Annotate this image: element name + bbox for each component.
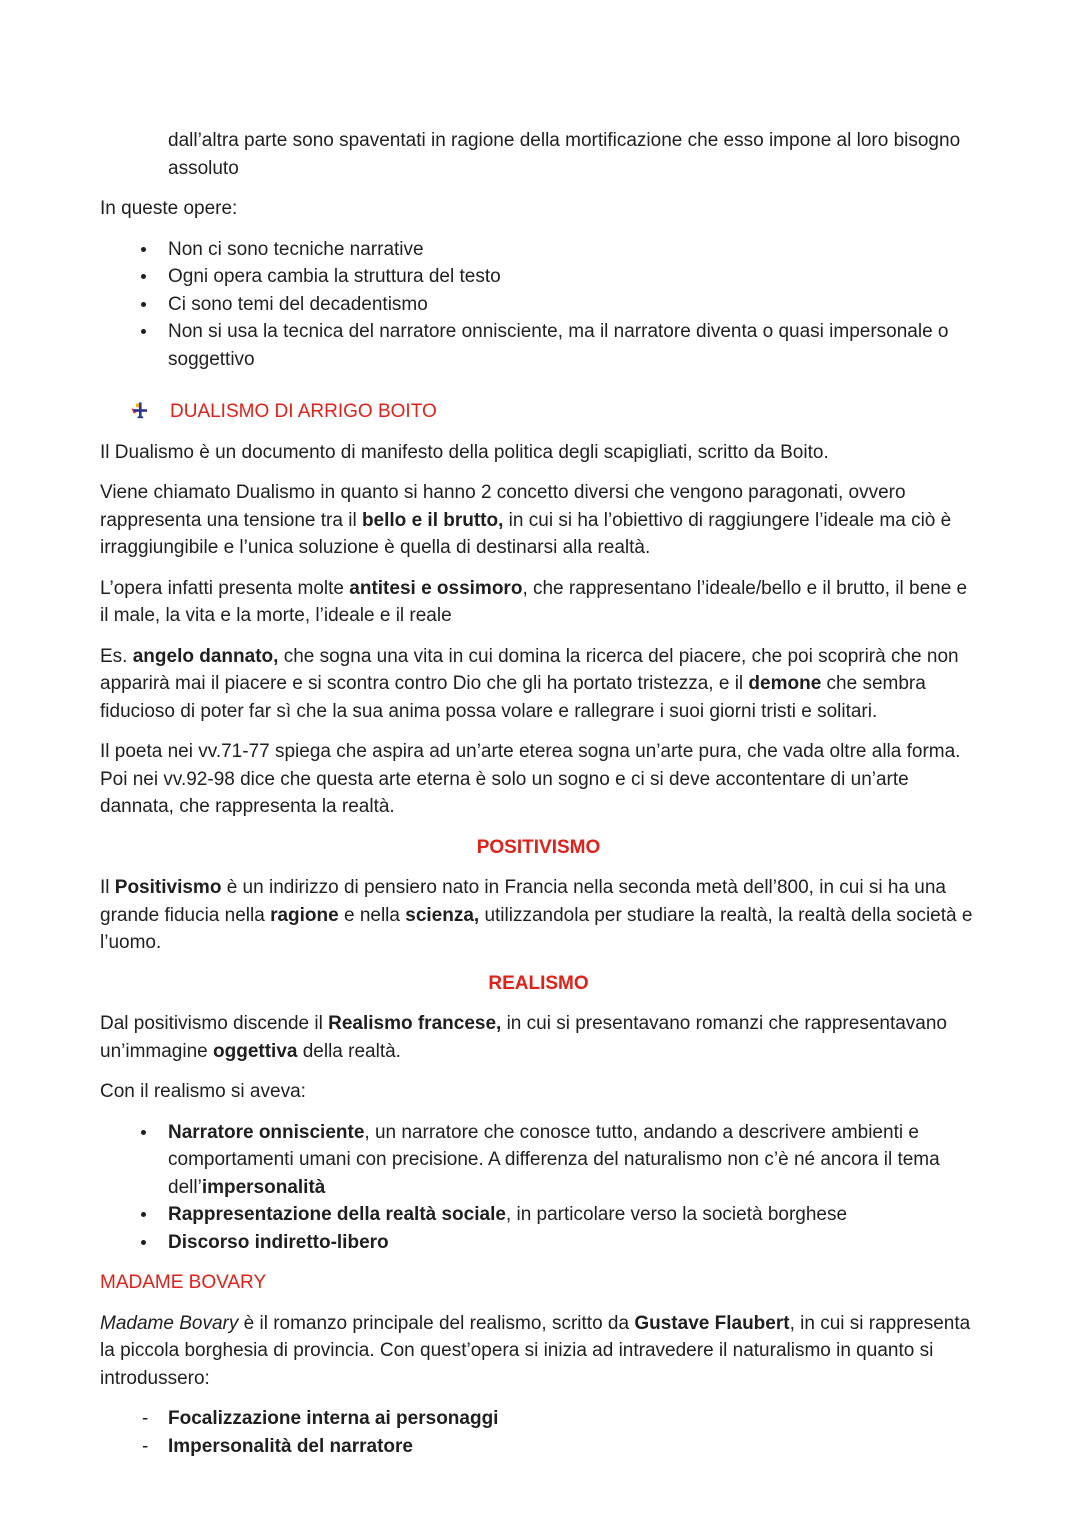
bold-text-run: Realismo francese, <box>328 1013 502 1034</box>
text-run: , che rappresentano l’ideale/bello e il brutto, il bene e il male, la vita e la morte, l’ideale e il reale <box>100 577 968 626</box>
bold-text-run: Impersonalità del narratore <box>168 1435 413 1457</box>
realismo-bullet-list <box>100 1119 977 1257</box>
paragraph-madame-bovary <box>100 1310 977 1393</box>
heading-madame-bovary <box>100 1269 977 1297</box>
heading-realismo <box>100 970 977 998</box>
list-item <box>100 1201 977 1229</box>
list-item <box>100 236 977 264</box>
text-run: Non si usa la tecnica del narratore onnisciente, ma il narratore diventa o quasi impersonale o soggettivo <box>168 321 949 370</box>
paragraph-angelo-dannato <box>100 643 977 726</box>
italic-text-run: Madame Bovary <box>100 1312 239 1334</box>
bold-text-run: Discorso indiretto-libero <box>168 1231 389 1253</box>
bullet-continuation-paragraph <box>168 127 977 182</box>
bold-text-run: impersonalità <box>201 1176 326 1198</box>
text-run: Dal positivismo discende il <box>100 1013 329 1034</box>
bold-text-run: scienza, <box>405 904 480 926</box>
text-run: Viene chiamato Dualismo in quanto si hanno 2 concetto diversi che vengono paragonati, ovvero rappresenta una tensione tra il <box>100 482 906 531</box>
text-run: MADAME BOVARY <box>100 1272 267 1293</box>
paragraph-in-queste-opere <box>100 195 977 223</box>
paragraph-realismo <box>100 1010 977 1065</box>
bold-text-run: oggettiva <box>213 1040 298 1062</box>
bold-text-run: Gustave Flaubert <box>634 1312 790 1334</box>
paragraph-antitesi <box>100 575 977 630</box>
text-run: in cui si ha l’obiettivo di raggiungere l’ideale ma ciò è irraggiungibile e l’unica soluzione è quella di destinarsi alla realtà. <box>100 509 952 558</box>
bold-text-run: Narratore onnisciente <box>168 1121 365 1143</box>
text-run: , un narratore che conosce tutto, andando a descrivere ambienti e comportamenti umani con precisione. A differenza del naturalismo non c’è né ancora il tema dell’ <box>168 1121 940 1198</box>
text-run: che sogna una vita in cui domina la ricerca del piacere, che poi scoprirà che non apparirà mai il piacere e si scontra contro Dio che gli ha portato tristezza, e il <box>100 645 959 694</box>
text-run: Con il realismo si aveva: <box>100 1081 306 1102</box>
list-item <box>100 1119 977 1202</box>
opere-bullet-list <box>100 236 977 374</box>
text-run: della realtà. <box>297 1040 401 1062</box>
paragraph-dualismo-concetti <box>100 479 977 562</box>
text-run: Ogni opera cambia la struttura del testo <box>168 266 501 287</box>
text-run: L’opera infatti presenta molte <box>100 577 350 599</box>
list-item <box>100 263 977 291</box>
heading-dualismo <box>100 398 977 426</box>
paragraph-poeta-versi <box>100 738 977 821</box>
list-item <box>100 1229 977 1257</box>
list-item <box>100 318 977 373</box>
bold-text-run: Rappresentazione della realtà sociale <box>168 1204 506 1225</box>
bold-text-run: demone <box>748 673 822 694</box>
text-run: DUALISMO DI ARRIGO BOITO <box>170 401 437 422</box>
text-run: In queste opere: <box>100 198 238 219</box>
text-run: , in cui si rappresenta la piccola borghesia di provincia. Con quest’opera si inizia ad intravedere il naturalismo in quanto si introdussero: <box>100 1312 971 1389</box>
text-run: POSITIVISMO <box>476 836 601 858</box>
text-run: Ci sono temi del decadentismo <box>168 293 428 315</box>
paragraph-positivismo <box>100 874 977 957</box>
list-item <box>100 1433 977 1461</box>
text-run: Il poeta nei vv.71-77 spiega che aspira ad un’arte eterea sogna un’arte pura, che vada oltre alla forma. Poi nei vv.92-98 dice che questa arte eterna è solo un sogno e ci si deve accontentare di un’arte dannata, che rappresenta la realtà. <box>100 741 961 817</box>
text-run: Il Dualismo è un documento di manifesto della politica degli scapigliati, scritto da Boito. <box>100 441 829 463</box>
text-run: e nella <box>338 904 406 926</box>
text-run: , in particolare verso la società borghese <box>505 1204 848 1225</box>
text-run: utilizzandola per studiare la realtà, la realtà della società e l’uomo. <box>100 904 973 953</box>
paragraph-dualismo-intro <box>100 439 977 467</box>
text-run: è un indirizzo di pensiero nato in Francia nella seconda metà dell’800, in cui si ha una grande fiducia nella <box>100 877 946 926</box>
heading-positivismo <box>100 834 977 862</box>
text-run: Il <box>100 877 115 898</box>
bold-text-run: antitesi e ossimoro <box>349 577 523 599</box>
text-run: in cui si presentavano romanzi che rappresentavano un’immagine <box>100 1013 947 1062</box>
text-run: REALISMO <box>488 972 589 994</box>
text-run: è il romanzo principale del realismo, scritto da <box>238 1312 635 1334</box>
list-item <box>100 291 977 319</box>
madame-bovary-dash-list <box>100 1405 977 1460</box>
bold-text-run: Focalizzazione interna ai personaggi <box>168 1408 499 1429</box>
word-arrow-bullet-icon <box>130 401 151 422</box>
text-run: dall’altra parte sono spaventati in ragione della mortificazione che esso impone al loro bisogno assoluto <box>168 130 961 179</box>
bold-text-run: ragione <box>270 904 339 926</box>
bold-text-run: Positivismo <box>114 877 222 898</box>
text-run: Es. <box>100 645 133 667</box>
list-item <box>100 1405 977 1433</box>
text-run: che sembra fiducioso di poter far sì che la sua anima possa volare e rallegrare i suoi giorni tristi e solitari. <box>100 673 926 722</box>
text-run: Non ci sono tecniche narrative <box>168 238 424 260</box>
paragraph-con-il-realismo <box>100 1078 977 1106</box>
document-body <box>100 127 977 1460</box>
bold-text-run: angelo dannato, <box>132 645 279 667</box>
bold-text-run: bello e il brutto, <box>361 509 504 531</box>
